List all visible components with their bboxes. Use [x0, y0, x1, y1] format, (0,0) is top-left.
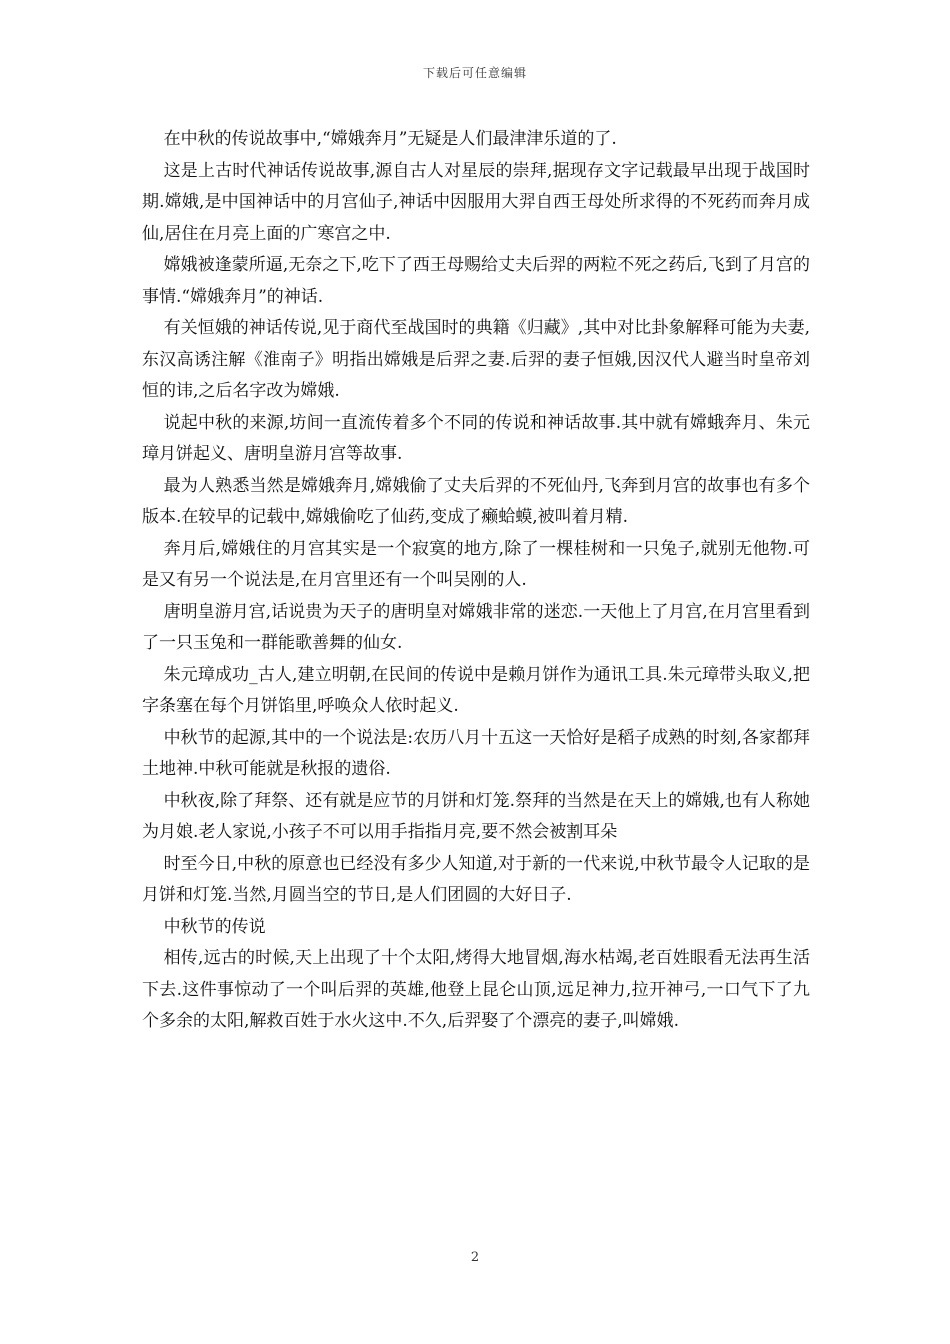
paragraph: 有关恒娥的神话传说,见于商代至战国时的典籍《归藏》,其中对比卦象解释可能为夫妻,东汉高诱注解《淮南子》明指出嫦娥是后羿之妻.后羿的妻子恒娥,因汉代人避当时皇帝刘恒的讳,之后名字改为嫦娥. — [142, 318, 810, 401]
document-body — [142, 124, 810, 1038]
paragraph: 中秋夜,除了拜祭、还有就是应节的月饼和灯笼.祭拜的当然是在天上的嫦娥,也有人称她为月娘.老人家说,小孩子不可以用手指指月亮,要不然会被割耳朵 — [142, 790, 810, 842]
paragraph: 这是上古时代神话传说故事,源自古人对星辰的崇拜,据现存文字记载最早出现于战国时期.嫦娥,是中国神话中的月宫仙子,神话中因服用大羿自西王母处所求得的不死药而奔月成仙,居住在月亮上面的广寒宫之中. — [142, 160, 810, 244]
paragraph: 奔月后,嫦娥住的月宫其实是一个寂寞的地方,除了一棵桂树和一只兔子,就别无他物.可是又有另一个说法是,在月宫里还有一个叫吴刚的人. — [142, 538, 810, 590]
paragraph: 在中秋的传说故事中,“嫦娥奔月”无疑是人们最津津乐道的了. — [163, 129, 617, 149]
page-number: 2 — [470, 1250, 480, 1265]
paragraph: 朱元璋成功_古人,建立明朝,在民间的传说中是赖月饼作为通讯工具.朱元璋带头取义,把字条塞在每个月饼馅里,呼唤众人依时起义. — [142, 664, 810, 716]
section-heading: 中秋节的传说 — [163, 916, 266, 937]
paragraph: 相传,远古的时候,天上出现了十个太阳,烤得大地冒烟,海水枯竭,老百姓眼看无法再生活下去.这件事惊动了一个叫后羿的英雄,他登上昆仑山顶,远足神力,拉开神弓,一口气下了九个多余的太阳,解救百姓于水火这中.不久,后羿娶了个漂亮的妻子,叫嫦娥. — [142, 948, 810, 1031]
page-header: 下载后可任意编辑 — [422, 66, 527, 80]
paragraph: 中秋节的起源,其中的一个说法是:农历八月十五这一天恰好是稻子成熟的时刻,各家都拜土地神.中秋可能就是秋报的遗俗. — [142, 727, 810, 779]
paragraph: 说起中秋的来源,坊间一直流传着多个不同的传说和神话故事.其中就有嫦蛾奔月、朱元璋月饼起义、唐明皇游月宫等故事. — [142, 412, 810, 464]
paragraph: 嫦娥被逢蒙所逼,无奈之下,吃下了西王母赐给丈夫后羿的两粒不死之药后,飞到了月宫的事情.“嫦娥奔月”的神话. — [142, 255, 810, 307]
paragraph: 唐明皇游月宫,话说贵为天子的唐明皇对嫦娥非常的迷恋.一天他上了月宫,在月宫里看到了一只玉兔和一群能歌善舞的仙女. — [142, 601, 810, 653]
paragraph: 最为人熟悉当然是嫦娥奔月,嫦娥偷了丈夫后羿的不死仙丹,飞奔到月宫的故事也有多个版本.在较早的记载中,嫦娥偷吃了仙药,变成了癞蛤蟆,被叫着月精. — [142, 475, 810, 527]
paragraph: 时至今日,中秋的原意也已经没有多少人知道,对于新的一代来说,中秋节最令人记取的是月饼和灯笼.当然,月圆当空的节日,是人们团圆的大好日子. — [142, 853, 810, 905]
